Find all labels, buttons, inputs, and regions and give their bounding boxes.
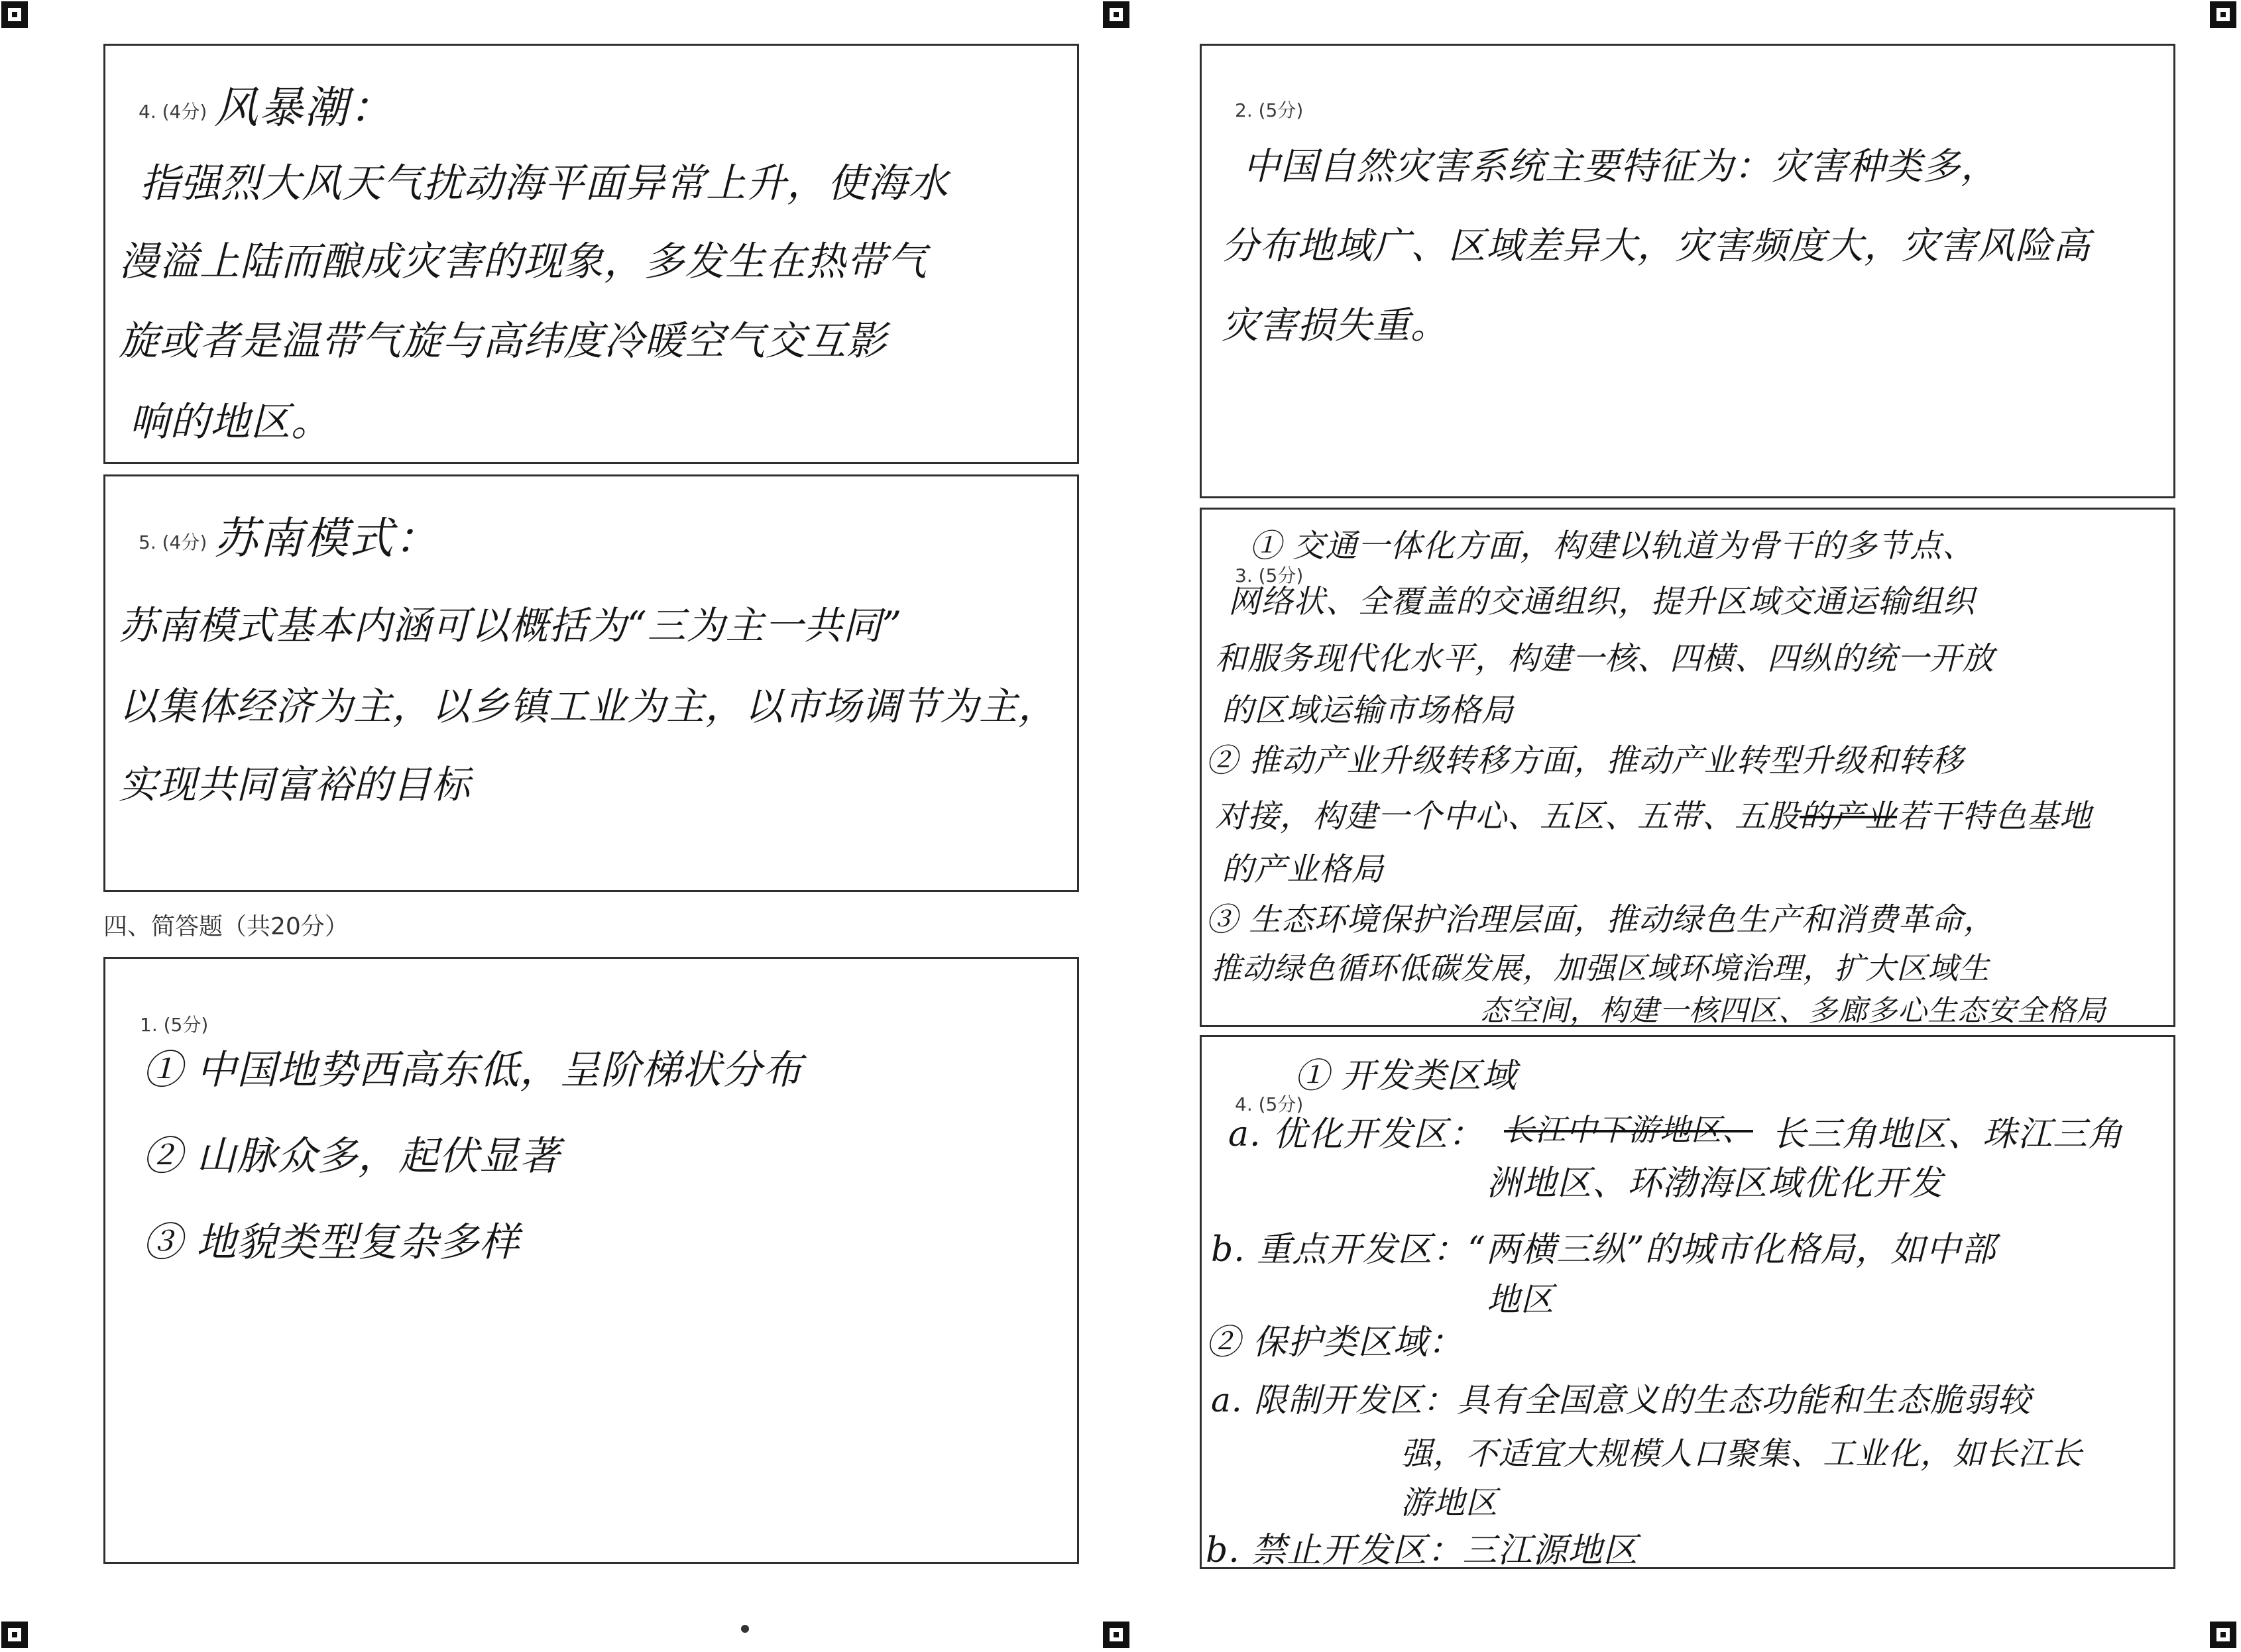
- ink-speck: [741, 1625, 749, 1633]
- handwritten-line: 指强烈大风天气扰动海平面异常上升，使海水: [140, 160, 948, 207]
- struck-through-text: 长江中下游地区、: [1504, 1112, 1753, 1148]
- question-label: 5. (4分): [139, 531, 207, 553]
- term-title: 苏南模式：: [214, 513, 439, 564]
- handwritten-line: [1215, 791, 2092, 836]
- answer-box-q5: [103, 474, 1079, 892]
- handwritten-line: 地区: [1487, 1280, 1554, 1319]
- handwritten-text: 对接，构建一个中心、五区、五带、五股: [1215, 798, 1800, 835]
- handwritten-line: b. 重点开发区：“两横三纵”的城市化格局，如中部: [1211, 1230, 1996, 1270]
- handwritten-line: 长三角地区、珠江三角: [1772, 1115, 2124, 1154]
- handwritten-line: 中国自然灾害系统主要特征为：灾害种类多，: [1243, 145, 1998, 188]
- answer-box-sq2: [1200, 44, 2175, 498]
- question-label: 4. (4分): [139, 101, 207, 123]
- corner-marker-top-left: [1, 1, 28, 28]
- handwritten-line: a. 限制开发区：具有全国意义的生态功能和生态脆弱较: [1211, 1381, 2032, 1419]
- answer-box-sq4: [1200, 1035, 2175, 1569]
- handwritten-line: ② 推动产业升级转移方面，推动产业转型升级和转移: [1206, 742, 1964, 779]
- term-title: 风暴潮：: [214, 82, 394, 133]
- handwritten-line: 的区域运输市场格局: [1222, 692, 1515, 729]
- handwritten-line: 推动绿色循环低碳发展，加强区域环境治理，扩大区域生: [1211, 950, 1990, 986]
- handwritten-line: ① 中国地势西高东低，呈阶梯状分布: [143, 1047, 803, 1093]
- handwritten-line: 洲地区、环渤海区域优化开发: [1487, 1164, 1944, 1203]
- handwritten-line: 响的地区。: [129, 399, 331, 445]
- handwritten-line: ① 开发类区域: [1294, 1056, 1517, 1096]
- corner-marker-top-right: [2210, 1, 2236, 28]
- handwritten-line: a. 优化开发区：: [1228, 1115, 1484, 1154]
- section-title: 四、简答题（共20分）: [103, 913, 349, 940]
- handwritten-line: ① 交通一体化方面，构建以轨道为骨干的多节点、: [1249, 527, 1975, 565]
- question-label: 2. (5分): [1235, 99, 1304, 121]
- handwritten-line: 实现共同富裕的目标: [119, 762, 471, 807]
- corner-marker-bottom-left: [1, 1622, 28, 1648]
- question-label: 3. (5分): [1235, 565, 1304, 586]
- question-label: 1. (5分): [140, 1014, 209, 1036]
- handwritten-line: 态空间，构建一核四区、多廊多心生态安全格局: [1480, 994, 2106, 1028]
- left-page: [0, 0, 1120, 1652]
- handwritten-line: 漫溢上陆而酿成灾害的现象，多发生在热带气: [119, 239, 927, 285]
- struck-through-text: 的产业: [1800, 798, 1898, 835]
- handwritten-line: 以集体经济为主，以乡镇工业为主，以市场调节为主，: [119, 684, 1058, 729]
- right-page: [1120, 0, 2241, 1652]
- handwritten-line: ② 保护类区域：: [1206, 1323, 1464, 1362]
- handwritten-line: 强，不适宜大规模人口聚集、工业化，如长江长: [1401, 1435, 2083, 1472]
- handwritten-line: 游地区: [1401, 1484, 1499, 1521]
- handwritten-line: ② 山脉众多，起伏显著: [143, 1133, 561, 1180]
- answer-box-q4: [103, 44, 1079, 464]
- handwritten-line: 和服务现代化水平，构建一核、四横、四纵的统一开放: [1215, 640, 1995, 677]
- handwritten-line: 苏南模式基本内涵可以概括为“三为主一共同”: [119, 603, 903, 648]
- handwritten-line: 旋或者是温带气旋与高纬度冷暖空气交互影: [119, 318, 887, 364]
- corner-marker-bottom-right: [2210, 1622, 2236, 1648]
- answer-box-sq1: [103, 957, 1079, 1564]
- handwritten-line: ③ 生态环境保护治理层面，推动绿色生产和消费革命，: [1206, 901, 1996, 938]
- handwritten-line: 网络状、全覆盖的交通组织，提升区域交通运输组织: [1228, 583, 1976, 620]
- handwritten-line: ③ 地貌类型复杂多样: [143, 1219, 520, 1266]
- handwritten-text: 若干特色基地: [1897, 798, 2093, 835]
- handwritten-line: 灾害损失重。: [1222, 304, 1448, 347]
- question-label: 4. (5分): [1235, 1093, 1304, 1115]
- handwritten-line: 分布地域广、区域差异大，灾害频度大，灾害风险高: [1222, 225, 2091, 268]
- answer-box-sq3: [1200, 508, 2175, 1027]
- handwritten-line: b. 禁止开发区：三江源地区: [1206, 1531, 1638, 1570]
- handwritten-line: 的产业格局: [1222, 851, 1385, 888]
